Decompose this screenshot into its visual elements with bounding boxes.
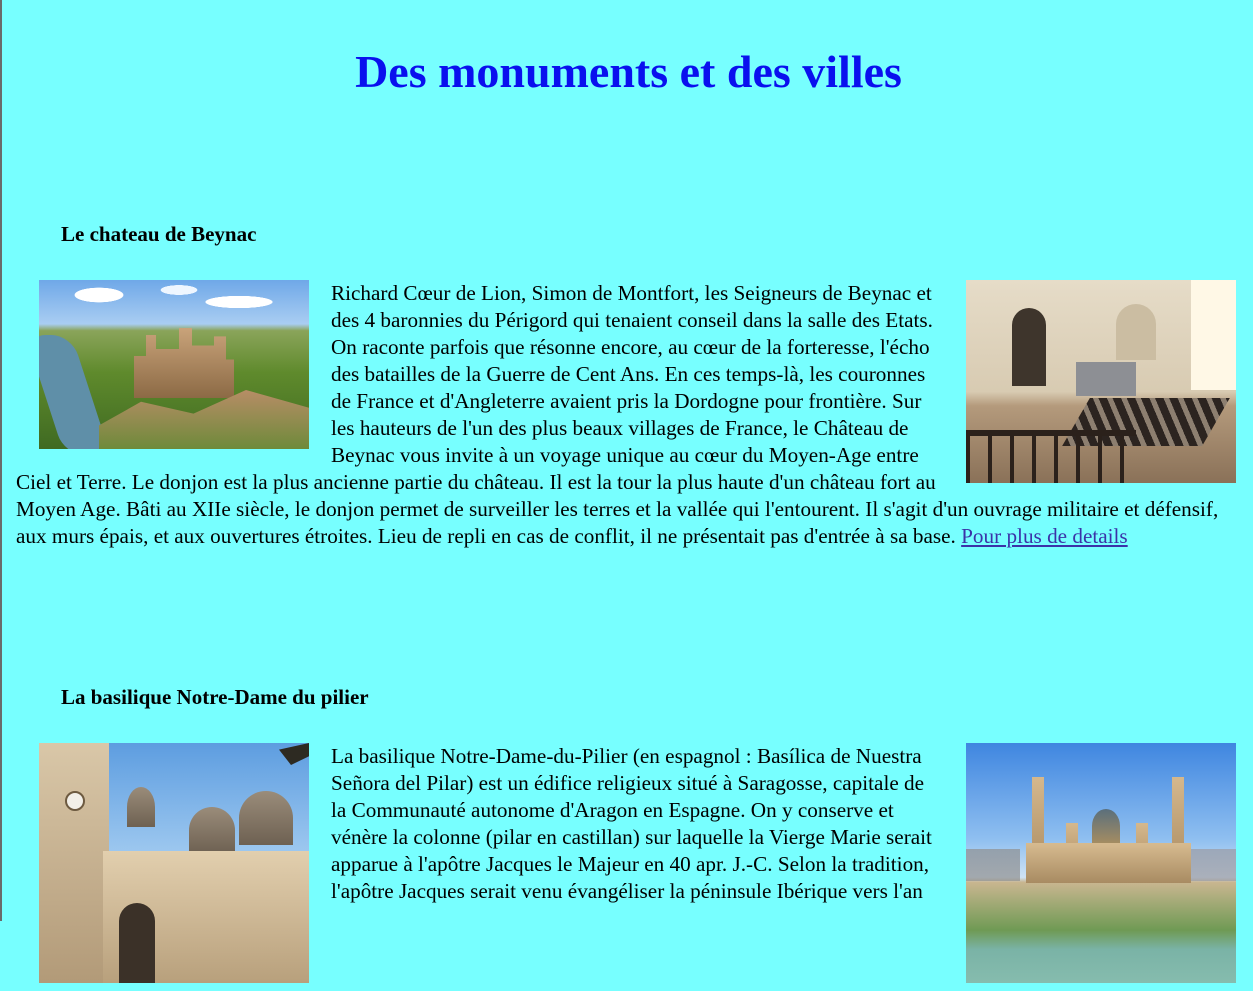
window xyxy=(1191,280,1236,390)
basilica-close-view-image xyxy=(39,743,309,983)
portal xyxy=(119,903,155,983)
clock xyxy=(65,791,85,811)
dome xyxy=(127,787,155,827)
section-beynac xyxy=(16,220,1241,550)
section-body xyxy=(16,280,1241,550)
page-title: Des monuments et des villes xyxy=(355,46,902,97)
more-details-link[interactable]: Pour plus de details xyxy=(961,524,1128,548)
section-text: Richard Cœur de Lion, Simon de Montfort, les Seigneurs de Beynac et des 4 baronnies du Périgord qui tenaient conseil dans la salle des Etats. On raconte parfois que résonne encore, au cœur de la forteresse, l'écho des batailles de la Guerre de Cent Ans. En ces temps-là, les couronnes de France et d'Angleterre avaient pris la Dordogne pour frontière. Sur les hauteurs de l'un des plus beaux villages de France, le Château de Beynac vous invite à un voyage unique au cœur du Moyen-Age entre Ciel et Terre. Le donjon est la plus ancienne partie du château. Il est la tour la plus haute d'un château fort au Moyen Age. Bâti au XIIe siècle, le donjon permet de surveiller les terres et la vallée qui l'entourent. Il s'agit d'un ouvrage militaire et défensif, aux murs épais, et aux ouvertures étroites. Lieu de repli en cas de conflit, il ne présentait pas d'entrée à sa base. xyxy=(16,281,1219,548)
cupola xyxy=(1092,809,1120,843)
basilica-building xyxy=(1026,843,1191,883)
basilica-river-view-image xyxy=(966,743,1236,983)
section-title: Le chateau de Beynac xyxy=(61,222,257,246)
dome xyxy=(239,791,293,845)
door xyxy=(1012,308,1046,386)
section-pilier xyxy=(16,683,1241,991)
dome xyxy=(189,807,235,853)
section-body xyxy=(16,743,1241,905)
arch xyxy=(1116,304,1156,360)
section-text: La basilique Notre-Dame-du-Pilier (en espagnol : Basílica de Nuestra Señora del Pilar) est un édifice religieux situé à Saragosse, capitale de la Communauté autonome d'Aragon en Espagne. On y conserve et vénère la colonne (pilar en castillan) sur laquelle la Vierge Marie serait apparue à l'apôtre Jacques le Majeur en 40 apr. J.-C. Selon la tradition, l'apôtre Jacques serait venu évangéliser la péninsule Ibérique vers l'an xyxy=(331,744,932,903)
branch xyxy=(279,743,309,765)
bell-tower xyxy=(39,743,109,983)
village xyxy=(99,390,309,449)
beynac-castle-landscape-image xyxy=(39,280,309,449)
castle xyxy=(134,328,234,398)
railing xyxy=(966,430,1136,483)
furniture xyxy=(1076,362,1136,396)
beynac-castle-interior-image xyxy=(966,280,1236,483)
facade xyxy=(103,851,309,983)
section-title: La basilique Notre-Dame du pilier xyxy=(61,685,369,709)
